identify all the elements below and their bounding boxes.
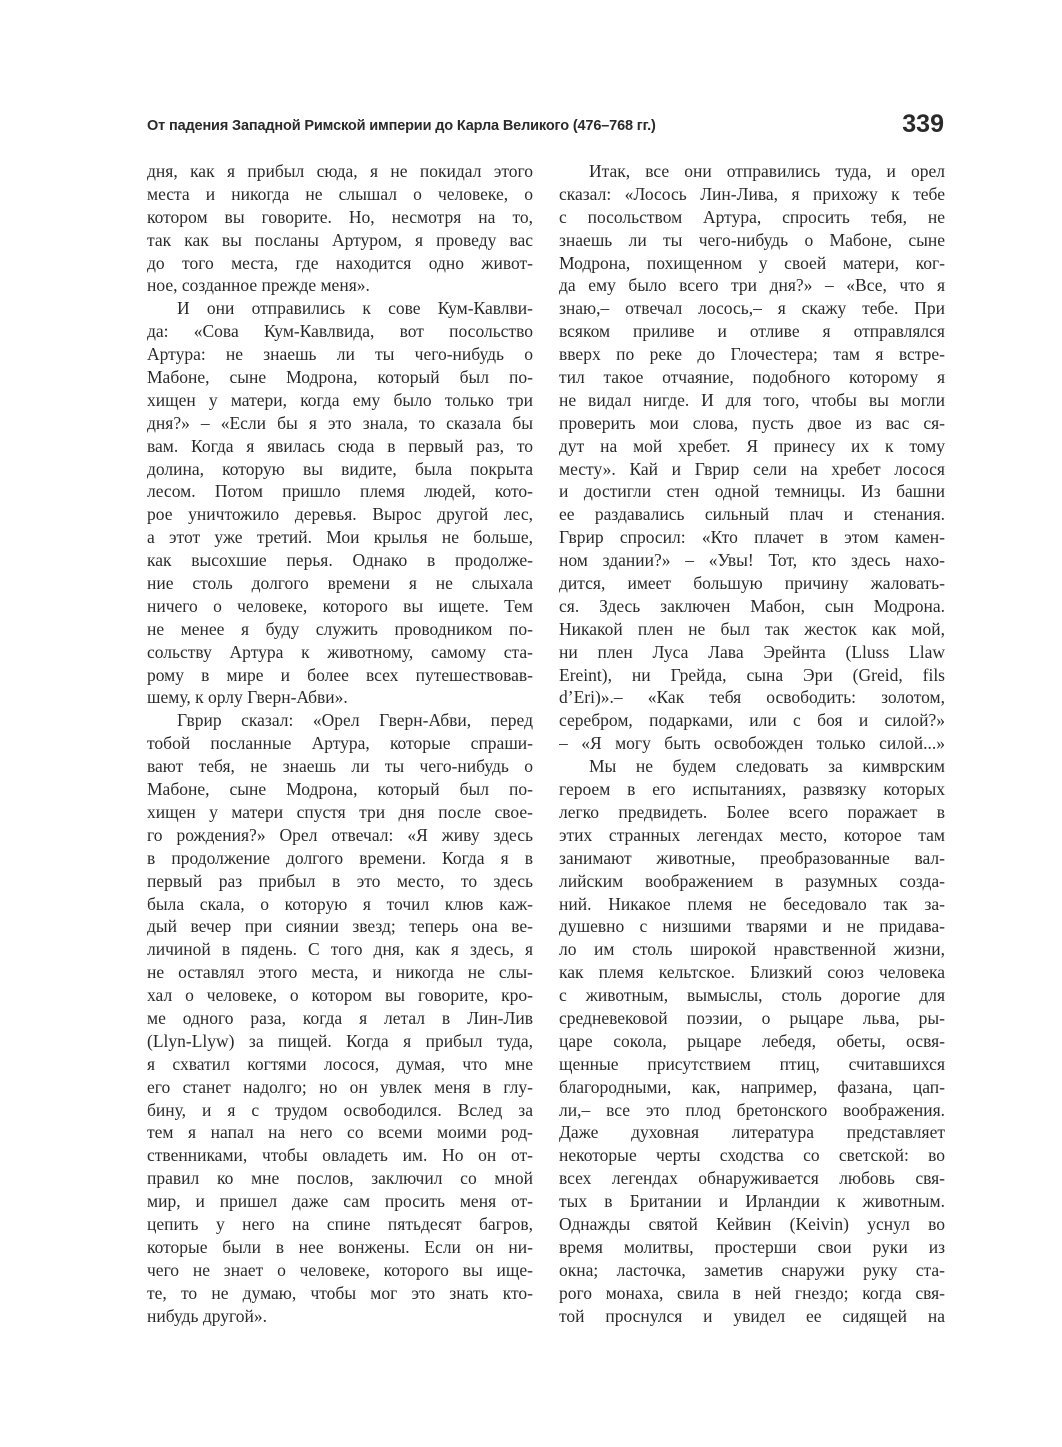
text-line: рого монаха, свила в ней гнездо; когда свя- — [559, 1282, 945, 1303]
text-line: ственниками, чтобы овладеть им. Но он от- — [147, 1145, 533, 1166]
text-line: Ereint), ни Грейда, сына Эри (Greid, fils — [559, 664, 945, 685]
text-line: да: «Сова Кум-Кавлвида, вот посольство — [147, 321, 533, 342]
text-line: хал о человеке, о котором вы говорите, кро- — [147, 985, 533, 1006]
text-line: время молитвы, простерши свои руки из — [559, 1236, 945, 1257]
text-line: Артура: не знаешь ли ты чего-нибудь о — [147, 344, 533, 365]
text-line: с посольством Артура, спросить тебя, не — [559, 206, 945, 227]
text-line: и достигли стен одной темницы. Из башни — [559, 481, 945, 502]
text-line: некоторые черты сходства со светской: во — [559, 1145, 945, 1166]
text-line: нибудь другой». — [147, 1305, 268, 1326]
text-line: не менее я буду служить проводником по- — [147, 618, 533, 639]
text-line: Даже духовная литература представляет — [559, 1122, 945, 1143]
text-line: так как вы посланы Артуром, я проведу вас — [147, 229, 533, 250]
text-line: ли,– все это плод бретонского воображения. — [559, 1099, 945, 1120]
text-line: окна; ласточка, заметив снаружи руку ста- — [559, 1259, 945, 1280]
text-line: хищен у матери, когда ему было только три — [147, 389, 533, 410]
text-line: дут на мой хребет. Я принесу их к тому — [559, 435, 945, 456]
text-column-right — [559, 160, 945, 1360]
text-line: котором вы говорите. Но, несмотря на то, — [147, 206, 533, 227]
text-line: рое уничтожило деревья. Вырос другой лес, — [147, 504, 533, 525]
text-line: вверх по реке до Глочестера; там я встре- — [559, 344, 945, 365]
text-line: душевно с низшими тварями и не придава- — [559, 916, 945, 937]
text-line: да ему было всего три дня?» – «Все, что я — [559, 275, 945, 296]
text-line: ее раздавались сильный плач и стенания. — [559, 504, 945, 525]
text-line: серебром, подарками, или с боя и силой?» — [559, 710, 945, 731]
text-line: вают тебя, не знаешь ли ты чего-нибудь о — [147, 756, 533, 777]
text-line: дня?» – «Если бы я это знала, то сказала бы — [147, 412, 533, 433]
text-line: не видал нигде. И для того, чтобы вы могли — [559, 389, 945, 410]
text-line: в продолжение долгого времени. Когда я в — [147, 847, 533, 868]
text-line: с животным, вымыслы, столь дорогие для — [559, 985, 945, 1006]
text-line: хищен у матери спустя три дня после свое- — [147, 801, 533, 822]
text-line: месту». Кай и Гврир сели на хребет лосося — [559, 458, 945, 479]
text-line: его станет надолго; но он увлек меня в глу- — [147, 1076, 533, 1097]
text-line: занимают животные, преобразованные вал- — [559, 847, 945, 868]
text-line: как племя кельтское. Близкий союз человека — [559, 962, 945, 983]
text-line: первый раз прибыл в это место, то здесь — [147, 870, 533, 891]
text-line: дится, имеет большую причину жаловать- — [559, 573, 945, 594]
text-line: ние столь долгого времени я не слыхала — [147, 573, 533, 594]
text-line: тых в Британии и Ирландии к животным. — [559, 1191, 945, 1212]
text-line: ничего о человеке, которого вы ищете. Тем — [147, 595, 533, 616]
text-line: легко предвидеть. Более всего поражает в — [559, 801, 945, 822]
text-line: не оставлял этого места, и никогда не слы- — [147, 962, 533, 983]
text-line: сказал: «Лосось Лин-Лива, я прихожу к тебе — [559, 183, 945, 204]
text-line: те, то не думаю, чтобы мог это знать кто- — [147, 1282, 533, 1303]
text-line: проверить мои слова, пусть двое из вас ся- — [559, 412, 945, 433]
text-line: была скала, о которую я точил клюв каж- — [147, 893, 533, 914]
text-line: царе сокола, рыцаре лебедя, обеты, освя- — [559, 1030, 945, 1051]
text-line: ний. Никакое племя не беседовало так за- — [559, 893, 945, 914]
text-line: ном здании?» – «Увы! Тот, кто здесь нахо- — [559, 550, 945, 571]
text-line: которые были в нее вонжены. Если он ни- — [147, 1236, 533, 1257]
text-line: Мы не будем следовать за кимврским — [589, 756, 945, 777]
text-line: ло им столь широкой нравственной жизни, — [559, 939, 945, 960]
text-line: бину, и я с трудом освободился. Вслед за — [147, 1099, 533, 1120]
text-line: всяком приливе и отливе я отправлялся — [559, 321, 945, 342]
text-line: чего не знает о человеке, которого вы ище- — [147, 1259, 533, 1280]
text-line: го рождения?» Орел отвечал: «Я живу здесь — [147, 824, 533, 845]
text-line: до того места, где находится одно живот- — [147, 252, 533, 273]
text-line: Однажды святой Кейвин (Keivin) уснул во — [559, 1213, 945, 1234]
text-line: щенные присутствием птиц, считавшихся — [559, 1053, 945, 1074]
text-line: Итак, все они отправились туда, и орел — [589, 161, 945, 181]
text-line: рому в мире и более всех путешествовав- — [147, 664, 533, 685]
text-line: места и никогда не слышал о человеке, о — [147, 183, 533, 204]
text-line: мир, и пришел даже сам просить меня от- — [147, 1191, 533, 1212]
text-line: Гврир спросил: «Кто плачет в этом камен- — [559, 527, 945, 548]
text-column-left — [147, 160, 533, 1360]
text-line: благородными, как, например, фазана, цап- — [559, 1076, 945, 1097]
text-line: Никакой плен не был так жесток как мой, — [559, 618, 945, 639]
text-line: сольству Артура к животному, самому ста- — [147, 641, 533, 662]
text-line: ное, созданное прежде меня». — [147, 275, 370, 296]
text-line: И они отправились к сове Кум-Кавлви- — [177, 298, 533, 319]
text-line: а этот уже третий. Мои крылья не больше, — [147, 527, 533, 548]
running-header — [147, 110, 944, 144]
text-line: дый вечер при сиянии звезд; теперь она ве- — [147, 916, 533, 937]
text-line: лийским воображением в разумных созда- — [559, 870, 945, 891]
text-line: как высохшие перья. Однако в продолже- — [147, 550, 533, 571]
text-line: всех легендах обнаруживается любовь свя- — [559, 1168, 945, 1189]
text-line: d’Eri)».– «Как тебя освободить: золотом, — [559, 687, 945, 708]
text-line: знаешь ли ты чего-нибудь о Мабоне, сыне — [559, 229, 945, 250]
text-line: ме одного раза, когда я летал в Лин-Лив — [147, 1007, 533, 1028]
text-line: (Llyn-Llyw) за пищей. Когда я прибыл туда, — [147, 1030, 533, 1051]
text-line: цепить у него на спине пятьдесят багров, — [147, 1213, 533, 1234]
text-line: ся. Здесь заключен Мабон, сын Модрона. — [559, 595, 945, 616]
text-line: тил такое отчаяние, подобного которому я — [559, 367, 945, 388]
text-line: Модрона, похищенном у своей матери, ког- — [559, 252, 945, 273]
text-line: ни плен Луса Лава Эрейнта (Lluss Llaw — [559, 641, 945, 662]
page-number: 339 — [902, 110, 944, 138]
text-line: героем в его испытаниях, развязку которых — [559, 779, 945, 800]
text-line: тем я напал на него со всеми моими род- — [147, 1122, 533, 1143]
text-line: этих странных легендах место, которое там — [559, 824, 945, 845]
running-title: От падения Западной Римской империи до Карла Великого (476–768 гг.) — [147, 118, 656, 134]
text-line: – «Я могу быть освобожден только силой...» — [559, 733, 945, 754]
text-line: Мабоне, сыне Модрона, который был по- — [147, 779, 533, 800]
text-line: той проснулся и увидел ее сидящей на — [559, 1305, 945, 1326]
text-line: шему, к орлу Гверн-Абви». — [147, 687, 348, 708]
text-line: лесом. Потом пришло племя людей, кото- — [147, 481, 533, 502]
text-line: правил ко мне послов, заключил со мной — [147, 1168, 533, 1189]
text-line: Мабоне, сыне Модрона, который был по- — [147, 367, 533, 388]
text-line: личиной в пядень. С того дня, как я здесь, я — [147, 939, 533, 960]
text-line: Гврир сказал: «Орел Гверн-Абви, перед — [177, 710, 533, 731]
text-line: вам. Когда я явилась сюда в первый раз, то — [147, 435, 533, 456]
text-line: долина, которую вы видите, была покрыта — [147, 458, 533, 479]
text-line: я схватил когтями лосося, думая, что мне — [147, 1053, 533, 1074]
text-line: дня, как я прибыл сюда, я не покидал этого — [147, 161, 533, 181]
text-line: тобой посланные Артура, которые спраши- — [147, 733, 533, 754]
text-line: знаю,– отвечал лосось,– я скажу тебе. При — [559, 298, 945, 319]
text-line: средневековой поэзии, о рыцаре льва, ры- — [559, 1007, 945, 1028]
